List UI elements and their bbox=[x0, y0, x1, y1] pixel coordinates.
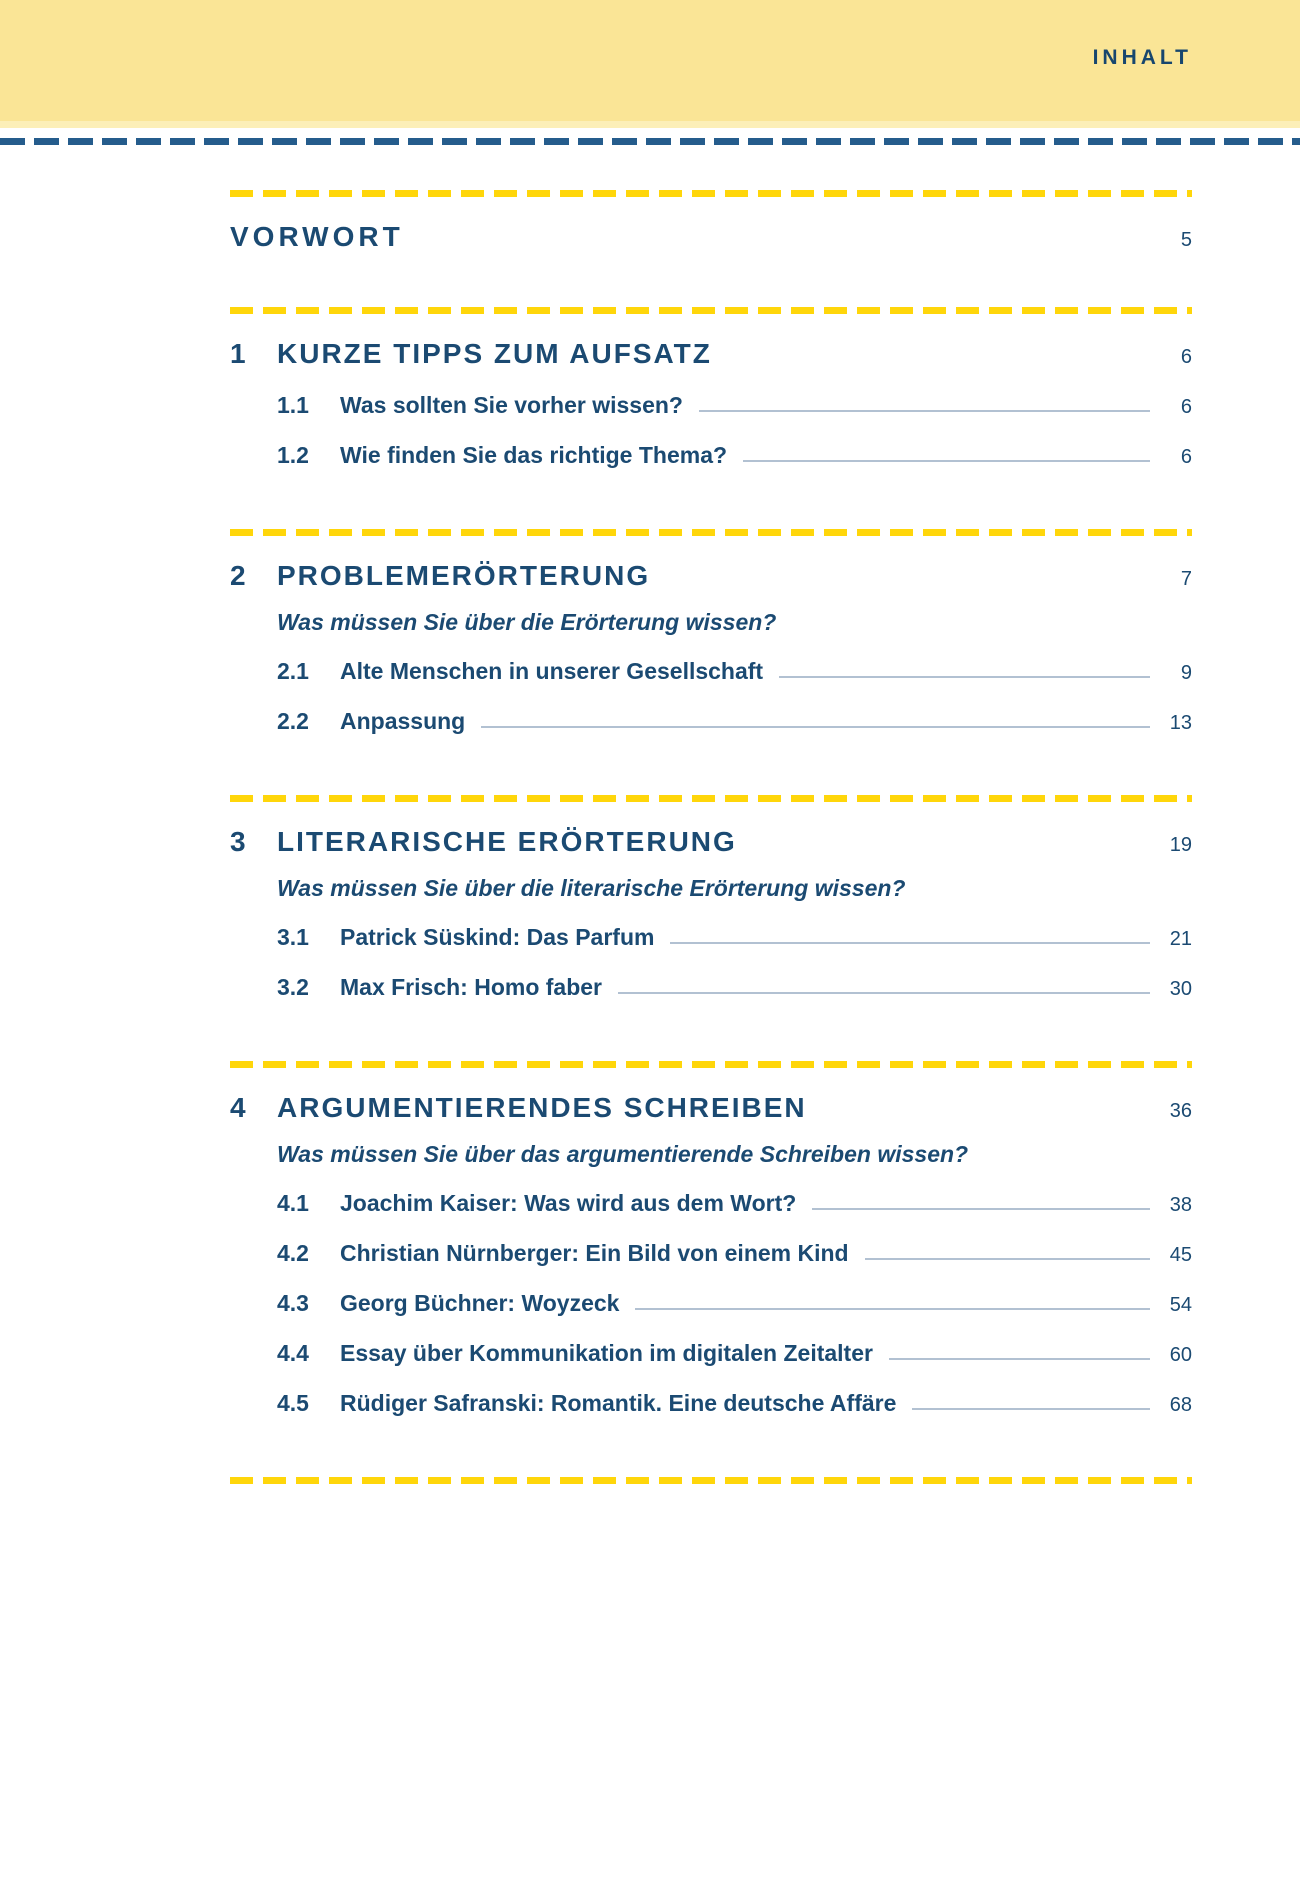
section-heading bbox=[230, 339, 1192, 369]
entry-number: 4.1 bbox=[277, 1190, 309, 1216]
leader-line bbox=[889, 1358, 1150, 1360]
entry-page-number: 60 bbox=[1169, 1344, 1192, 1366]
leader-line bbox=[779, 676, 1150, 678]
section-number: 2 bbox=[230, 560, 246, 591]
entry-label: Essay über Kommunikation im digitalen Zeitalter bbox=[340, 1340, 873, 1366]
section-page-number: 19 bbox=[1169, 834, 1192, 856]
entry-page-number: 38 bbox=[1169, 1194, 1192, 1216]
toc-entry bbox=[277, 1189, 1192, 1217]
entry-page-number: 54 bbox=[1169, 1294, 1192, 1316]
entry-number: 4.4 bbox=[277, 1340, 309, 1366]
entry-number: 2.1 bbox=[277, 658, 309, 684]
entry-label: Max Frisch: Homo faber bbox=[340, 974, 602, 1000]
header-divider-dashed-line bbox=[0, 138, 1300, 145]
section-title: PROBLEMERÖRTERUNG bbox=[277, 560, 651, 591]
entry-number: 4.3 bbox=[277, 1290, 309, 1316]
section-title: LITERARISCHE ERÖRTERUNG bbox=[277, 826, 737, 857]
section-heading bbox=[230, 827, 1192, 857]
toc-section-3 bbox=[230, 827, 1192, 1001]
entry-page-number: 21 bbox=[1169, 928, 1192, 950]
entry-page-number: 6 bbox=[1180, 396, 1192, 418]
leader-line bbox=[670, 942, 1150, 944]
separator-line bbox=[230, 190, 1192, 197]
toc-entry bbox=[277, 1239, 1192, 1267]
leader-line bbox=[912, 1408, 1150, 1410]
entry-page-number: 9 bbox=[1180, 662, 1192, 684]
entry-number: 1.2 bbox=[277, 442, 309, 468]
toc-entry bbox=[277, 1339, 1192, 1367]
toc-entry bbox=[277, 923, 1192, 951]
table-of-contents bbox=[230, 190, 1192, 1484]
leader-line bbox=[812, 1208, 1150, 1210]
entry-page-number: 30 bbox=[1169, 978, 1192, 1000]
entry-number: 1.1 bbox=[277, 392, 309, 418]
entry-page-number: 6 bbox=[1180, 446, 1192, 468]
section-number: 3 bbox=[230, 826, 246, 857]
leader-line bbox=[743, 460, 1150, 462]
entry-label: VORWORT bbox=[230, 221, 404, 252]
section-number: 4 bbox=[230, 1092, 246, 1123]
toc-entry-vorwort bbox=[230, 222, 1192, 252]
entry-label: Rüdiger Safranski: Romantik. Eine deutsche Affäre bbox=[340, 1390, 897, 1416]
leader-line bbox=[699, 410, 1150, 412]
leader-line bbox=[618, 992, 1150, 994]
entry-number: 4.2 bbox=[277, 1240, 309, 1266]
separator-line bbox=[230, 795, 1192, 802]
entry-number: 4.5 bbox=[277, 1390, 309, 1416]
toc-entry bbox=[277, 973, 1192, 1001]
separator-line bbox=[230, 1061, 1192, 1068]
section-page-number: 36 bbox=[1169, 1100, 1192, 1122]
entry-label: Georg Büchner: Woyzeck bbox=[340, 1290, 620, 1316]
leader-line bbox=[481, 726, 1150, 728]
entry-label: Joachim Kaiser: Was wird aus dem Wort? bbox=[340, 1190, 797, 1216]
toc-entry bbox=[277, 1389, 1192, 1417]
entry-label: Patrick Süskind: Das Parfum bbox=[340, 924, 655, 950]
section-title: KURZE TIPPS ZUM AUFSATZ bbox=[277, 338, 712, 369]
toc-entry bbox=[277, 391, 1192, 419]
leader-line bbox=[635, 1308, 1150, 1310]
section-heading bbox=[230, 1093, 1192, 1123]
toc-entry bbox=[277, 707, 1192, 735]
header-band bbox=[0, 0, 1300, 128]
entry-page-number: 13 bbox=[1169, 712, 1192, 734]
entry-label: Christian Nürnberger: Ein Bild von einem Kind bbox=[340, 1240, 849, 1266]
entry-label: Wie finden Sie das richtige Thema? bbox=[340, 442, 728, 468]
separator-line bbox=[230, 307, 1192, 314]
toc-section-1 bbox=[230, 339, 1192, 469]
entry-label: Alte Menschen in unserer Gesellschaft bbox=[340, 658, 764, 684]
section-number: 1 bbox=[230, 338, 246, 369]
entry-page-number: 5 bbox=[1180, 229, 1192, 251]
entry-number: 2.2 bbox=[277, 708, 309, 734]
entry-label: Anpassung bbox=[340, 708, 466, 734]
section-intro-question: Was müssen Sie über die literarische Erörterung wissen? bbox=[277, 875, 906, 901]
toc-entry bbox=[277, 1289, 1192, 1317]
entry-label: Was sollten Sie vorher wissen? bbox=[340, 392, 683, 418]
page-title: INHALT bbox=[1092, 46, 1192, 69]
section-intro-question: Was müssen Sie über die Erörterung wissen? bbox=[277, 609, 777, 635]
entry-page-number: 45 bbox=[1169, 1244, 1192, 1266]
leader-line bbox=[865, 1258, 1150, 1260]
section-title: ARGUMENTIERENDES SCHREIBEN bbox=[277, 1092, 807, 1123]
section-heading bbox=[230, 561, 1192, 591]
section-intro-question: Was müssen Sie über das argumentierende Schreiben wissen? bbox=[277, 1141, 969, 1167]
toc-entry bbox=[277, 657, 1192, 685]
toc-section-2 bbox=[230, 561, 1192, 735]
entry-number: 3.1 bbox=[277, 924, 309, 950]
separator-line bbox=[230, 1477, 1192, 1484]
section-page-number: 7 bbox=[1180, 568, 1192, 590]
toc-section-4 bbox=[230, 1093, 1192, 1417]
separator-line bbox=[230, 529, 1192, 536]
entry-number: 3.2 bbox=[277, 974, 309, 1000]
section-page-number: 6 bbox=[1180, 346, 1192, 368]
entry-page-number: 68 bbox=[1169, 1394, 1192, 1416]
toc-entry bbox=[277, 441, 1192, 469]
